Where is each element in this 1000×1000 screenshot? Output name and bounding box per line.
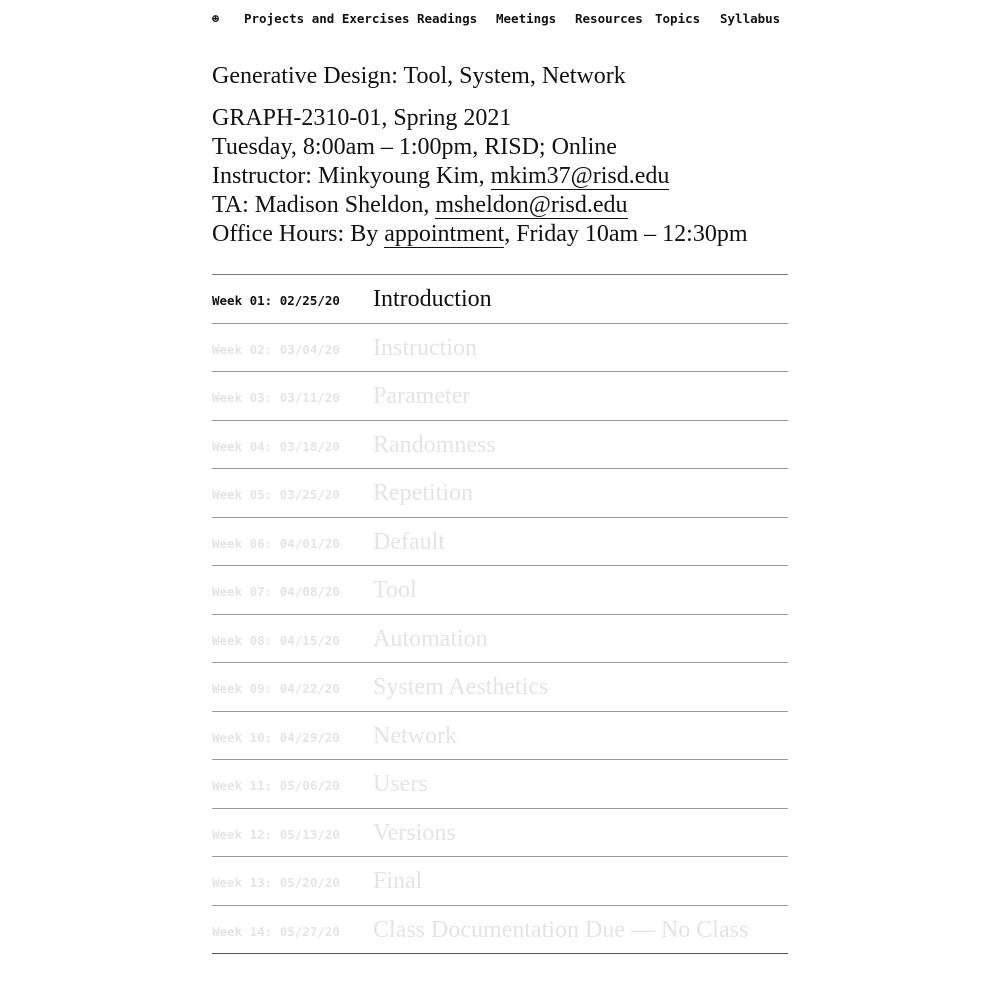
week-topic: System Aesthetics — [373, 674, 549, 700]
nav-resources[interactable]: Resources — [575, 11, 643, 26]
course-header — [212, 58, 812, 249]
week-row[interactable] — [212, 857, 788, 906]
ta-label: TA: Madison Sheldon, — [212, 192, 436, 218]
home-smiley-icon[interactable]: ☻ — [212, 12, 220, 26]
nav-projects-and-exercises[interactable]: Projects and Exercises — [244, 11, 410, 26]
week-date: Week 04: 03/18/20 — [212, 438, 340, 454]
page-title: Generative Design: Tool, System, Network — [212, 63, 626, 89]
week-row[interactable] — [212, 615, 788, 664]
week-date: Week 13: 05/20/20 — [212, 875, 340, 890]
week-row[interactable] — [212, 566, 788, 615]
instructor-label: Instructor: Minkyoung Kim, — [212, 163, 491, 189]
week-date: Week 05: 03/25/20 — [212, 487, 340, 502]
week-topic: Repetition — [373, 480, 473, 506]
office-hours-label: Office Hours: By — [212, 221, 385, 247]
nav-syllabus[interactable]: Syllabus — [720, 11, 781, 26]
week-date: Week 07: 04/08/20 — [212, 584, 340, 599]
week-row[interactable] — [212, 906, 788, 955]
week-date: Week 03: 03/11/20 — [212, 390, 340, 405]
week-date: Week 11: 05/06/20 — [212, 778, 340, 793]
week-date: Week 12: 05/13/20 — [212, 826, 340, 842]
nav-meetings[interactable]: Meetings — [496, 11, 557, 26]
week-topic: Randomness — [373, 431, 496, 458]
week-date: Week 01: 02/25/20 — [212, 293, 340, 308]
week-date: Week 08: 04/15/20 — [212, 632, 340, 648]
course-info — [212, 104, 812, 249]
week-date: Week 09: 04/22/20 — [212, 681, 340, 696]
week-row[interactable] — [212, 760, 788, 809]
week-date: Week 02: 03/04/20 — [212, 341, 340, 357]
week-row[interactable] — [212, 372, 788, 421]
week-topic: Parameter — [373, 383, 471, 409]
nav-readings[interactable]: Readings — [417, 11, 478, 26]
week-row[interactable] — [212, 809, 788, 858]
week-date: Week 06: 04/01/20 — [212, 535, 340, 551]
week-row[interactable] — [212, 712, 788, 761]
week-topic: Users — [373, 771, 428, 797]
appointment-link[interactable]: appointment — [384, 221, 505, 247]
week-topic: Default — [373, 528, 445, 555]
week-topic: Automation — [373, 625, 488, 652]
course-code-line: GRAPH-2310-01, Spring 2021 — [212, 105, 512, 131]
week-row[interactable] — [212, 275, 788, 324]
week-topic: Network — [373, 722, 457, 749]
week-row[interactable] — [212, 324, 788, 373]
week-topic: Instruction — [373, 334, 477, 361]
week-row[interactable] — [212, 421, 788, 470]
week-topic: Class Documentation Due — No Class — [373, 916, 749, 943]
week-date: Week 14: 05/27/20 — [212, 923, 340, 939]
instructor-email-link[interactable]: mkim37@risd.edu — [490, 163, 670, 189]
ta-line — [212, 191, 812, 220]
office-hours-time: , Friday 10am – 12:30pm — [504, 221, 748, 247]
ta-email-link[interactable]: msheldon@risd.edu — [435, 192, 628, 218]
week-row[interactable] — [212, 469, 788, 518]
week-topic: Tool — [373, 577, 417, 603]
week-topic: Final — [373, 868, 423, 894]
course-time-line: Tuesday, 8:00am – 1:00pm, RISD; Online — [212, 134, 617, 160]
week-topic: Introduction — [373, 286, 492, 312]
week-row[interactable] — [212, 518, 788, 567]
week-row[interactable] — [212, 663, 788, 712]
instructor-line — [212, 162, 812, 191]
week-date: Week 10: 04/29/20 — [212, 729, 340, 745]
week-topic: Versions — [373, 819, 456, 846]
nav-topics[interactable]: Topics — [655, 11, 701, 26]
schedule-list — [212, 274, 788, 954]
office-hours-line — [212, 220, 812, 249]
